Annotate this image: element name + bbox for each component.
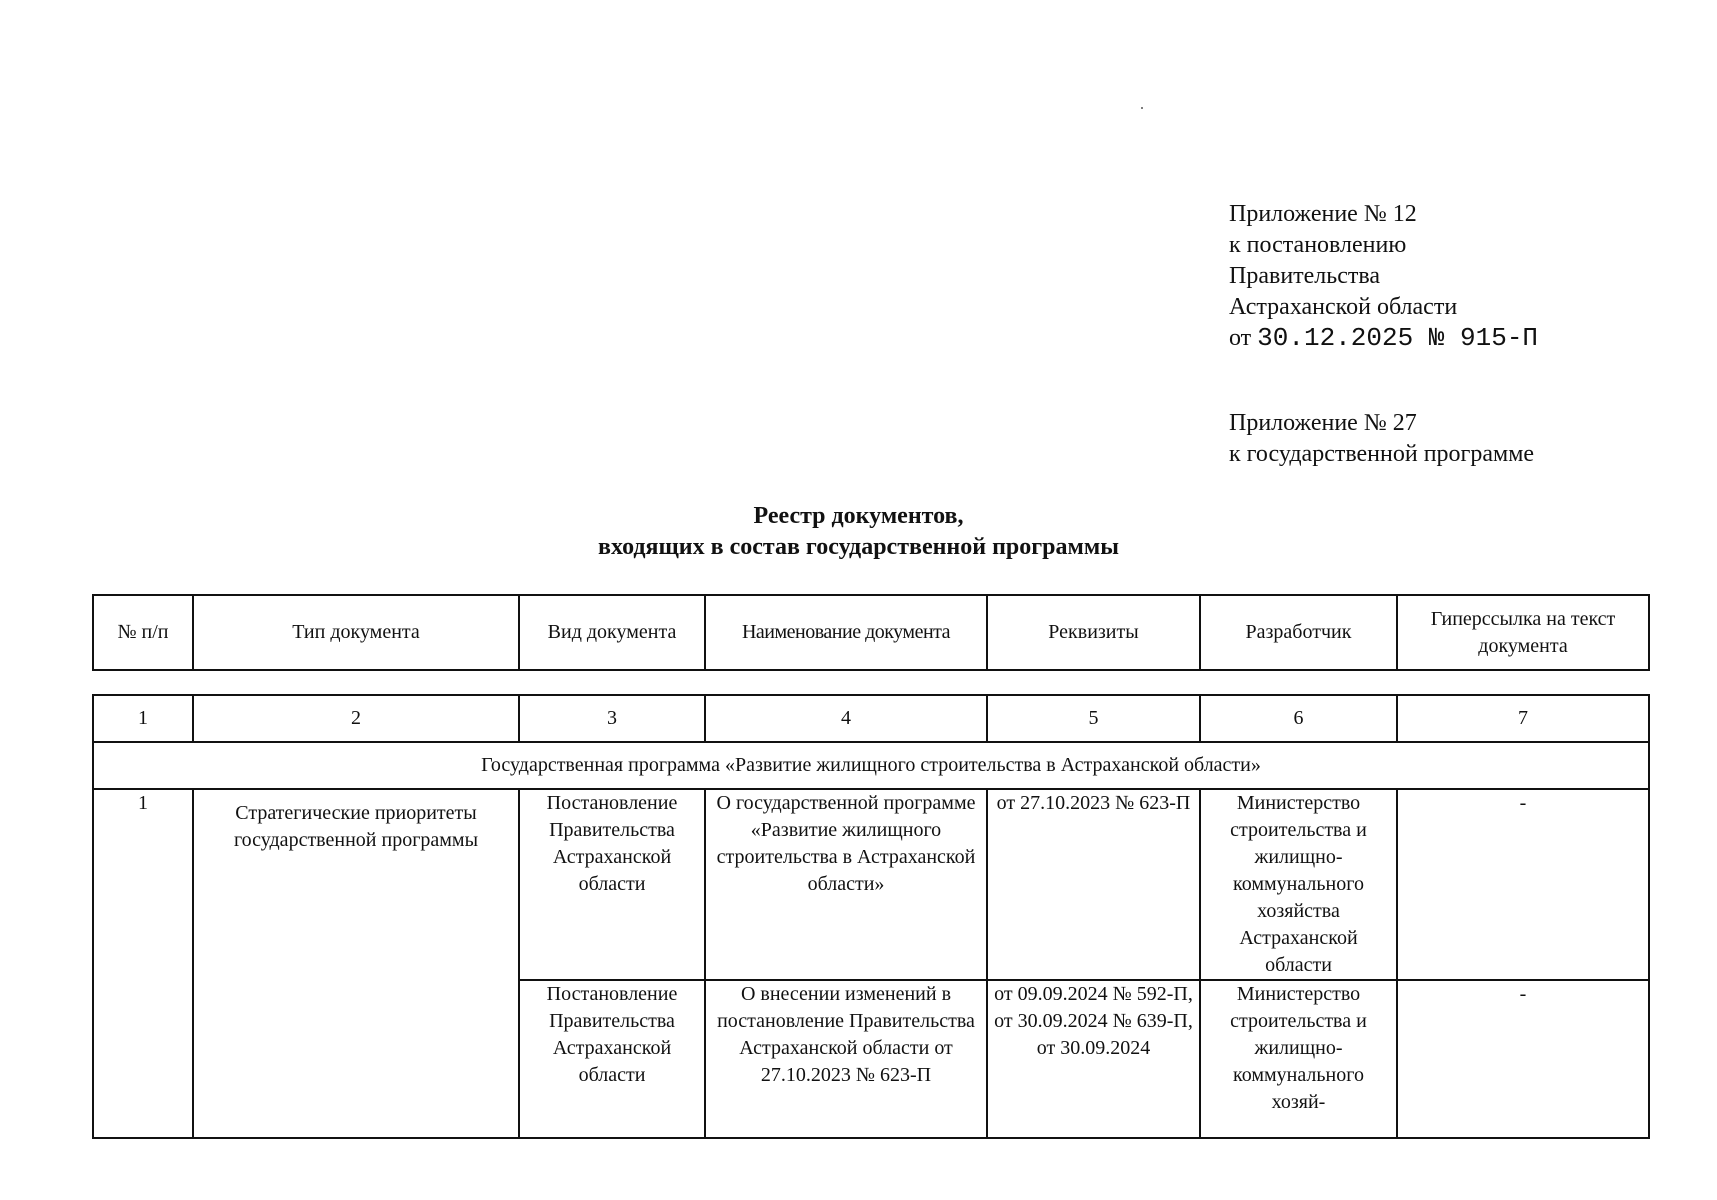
- column-number: 5: [987, 695, 1200, 742]
- appendix-27-line-2: к государственной программе: [1229, 441, 1535, 467]
- document-requisites: от 27.10.2023 № 623-П: [987, 789, 1200, 980]
- column-number: 1: [93, 695, 193, 742]
- appendix-12-date-line: [1229, 323, 1538, 354]
- appendix-12-line-1: Приложение № 12: [1229, 201, 1417, 227]
- document-requisites: от 09.09.2024 № 592-П, от 30.09.2024 № 639-П, от 30.09.2024: [987, 980, 1200, 1138]
- header-cell-type: Тип документа: [193, 595, 519, 670]
- column-number: 4: [705, 695, 987, 742]
- row-number: 1: [93, 789, 193, 1138]
- header-cell-kind: Вид документа: [519, 595, 705, 670]
- column-number: 2: [193, 695, 519, 742]
- section-row: [93, 742, 1649, 789]
- column-number-row: [93, 695, 1649, 742]
- header-cell-num: № п/п: [93, 595, 193, 670]
- appendix-12-line-4: Астраханской области: [1229, 294, 1458, 320]
- document-title: [0, 501, 1717, 563]
- document-name: О внесении изменений в постановление Правительства Астраханской области от 27.10.2023 № 623-П: [705, 980, 987, 1138]
- appendix-27-line-1: Приложение № 27: [1229, 410, 1417, 436]
- scan-speck: [1141, 107, 1143, 109]
- appendix-12-block: [1229, 199, 1538, 354]
- appendix-12-date-prefix: от: [1229, 325, 1252, 351]
- header-cell-link: Гиперссылка на текст документа: [1397, 595, 1649, 670]
- table-row: [93, 789, 1649, 980]
- document-type: Стратегические приоритеты государственной программы: [193, 789, 519, 1138]
- document-developer: Министерство строительства и жилищно-коммунального хозяйства Астраханской области: [1200, 789, 1397, 980]
- document-developer: Министерство строительства и жилищно-коммунального хозяй-: [1200, 980, 1397, 1138]
- appendix-12-date-number: 30.12.2025 № 915-П: [1257, 323, 1539, 353]
- column-number: 6: [1200, 695, 1397, 742]
- document-kind: Постановление Правительства Астраханской области: [519, 980, 705, 1138]
- header-table: [92, 594, 1650, 671]
- column-number: 3: [519, 695, 705, 742]
- document-link: -: [1397, 789, 1649, 980]
- header-row: [93, 595, 1649, 670]
- appendix-27-block: [1229, 408, 1534, 470]
- section-title: Государственная программа «Развитие жилищного строительства в Астраханской области»: [93, 742, 1649, 789]
- title-line-2: входящих в состав государственной программы: [598, 534, 1119, 560]
- document-name: О государственной программе «Развитие жилищного строительства в Астраханской области»: [705, 789, 987, 980]
- header-cell-requisites: Реквизиты: [987, 595, 1200, 670]
- title-line-1: Реестр документов,: [753, 503, 964, 529]
- appendix-12-line-3: Правительства: [1229, 263, 1381, 289]
- registry-table: [92, 694, 1650, 1139]
- document-kind: Постановление Правительства Астраханской области: [519, 789, 705, 980]
- document-link: -: [1397, 980, 1649, 1138]
- header-cell-developer: Разработчик: [1200, 595, 1397, 670]
- header-cell-name: Наименование документа: [705, 595, 987, 670]
- column-number: 7: [1397, 695, 1649, 742]
- appendix-12-line-2: к постановлению: [1229, 232, 1407, 258]
